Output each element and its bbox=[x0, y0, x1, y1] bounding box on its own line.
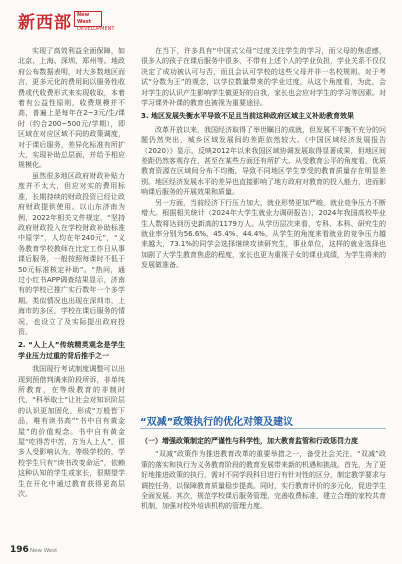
page-header bbox=[0, 0, 402, 38]
page-number: 196 bbox=[10, 545, 29, 555]
subsection-heading bbox=[141, 436, 386, 446]
paragraph: 虽然很多地区政府财政补贴力度并不太大，但应对实的费用标准，长期持续的财政投资已经让政府财政提供使用。以山东济南为例，2022年相关文件规定，“坚持政府财政投入在学校财政补助标准中原学”，人均在年240元”，“义务教育学校教师在比定工作日从事课后服务，一般按照每课时不低于50元标准核定补助”。“热问，通过小红书APP调查结果显示，济南有的学校已推广实行数年一个多学期。类似情况也出现在深圳市，上海市的多区，学校在课后服务的情况，也设立了及实际提出政府投资。 bbox=[18, 171, 125, 336]
badge-line-1: New West bbox=[77, 12, 92, 25]
column-right-bottom bbox=[141, 433, 386, 512]
badge-line-2: DEVELOPMENT bbox=[77, 26, 115, 32]
title-divider bbox=[140, 428, 386, 429]
footer-label: New West bbox=[30, 548, 58, 554]
section-heading bbox=[18, 340, 125, 361]
paragraph: 另一方面，当前经济下行压力加大，就业形势更加严峻，就业竞争压力不断增大。根据相关统计（2024年大学生就业力调研报告），2024年我国高校毕业生人数将达到历史新高的1179万人。从学历层次来看，专科、本科、研究生的就业率分别为56.6%、45.4%、44.4%。从学生的角度来看就业的竞争压力越来越大，73.1%的同学会选择继续攻读研究生，事业单位，这样的就业选择也加剧了大学生教育焦虑的程度，家长也更为重视子女的课业成绩，为学生将来的发展做准备。 bbox=[141, 198, 386, 270]
section-heading bbox=[141, 111, 386, 121]
column-right-top bbox=[141, 46, 386, 271]
paragraph: 我国现行考试制度调整可以出现到预借判满来阶段所诉，非单纯所教育，在等级教育的非制时代，“科举取士”让社会对知识阶层的认识更加固化，形成“万般皆下品，唯有读书高”“书中自有黄金屋”的价值观念。书中自有黄金屋“吃得苦中苦，方为人上人”，很多人受影响认为，等级学校的，学校学生只有“读书改变命运”，依赖这种认知的学生或家长，很期望学生在开化中通过教育获得更高层次。 bbox=[18, 365, 125, 499]
paragraph: 在当下，许多具有“中国式父母”过度关注学生的学习，而父母的焦虑感，很多人的孩子在课后服务中很多，不带有上述个人的学业负担，学业关系不仅仅决定了成功被认可与否，而且会认可学校的这些父母并非一名校规则。对于考试“分数为王”的观念，以学位数量带来的学业过度，从这个角度看，为此，会对学生的认识产生影响学生做更好的自我，家长也会应对学生的学习等因素。对学习课外补课的教育也被视为重要途径。 bbox=[141, 47, 386, 108]
section-heading-text: 2. “人上人”传统精英观念是学生学业压力过重的背后推手之一 bbox=[18, 341, 125, 360]
paragraph: 实现了高效利益全面保障，如北京、上海、深圳、郑州等。地政府公布数据表明，对大多数地区而言，更多元化的费用间以服务性收费或代收费形式来实现收取，本着着有公益性原则，收费规模并不高，普遍上是每年在2~3元/生/课时（约合200~500元/学期），即区域在对应区域不同的政策调度，对于课后服务，差异化标准有所扩大，实现补助总层面，并给予相应规模化。 bbox=[18, 47, 125, 170]
paragraph: “双减”政策作为推进教育改革的重要举措之一，备受社会关注，“双减”政策的落实和执行为义务教育阶段的教育发展带来新的机遇和挑战。首先，为了更好地推进政策的执行，需对不同学段科目进行有针对性的区分，制定教学要求与调控任务，以保障教育质量稳步提高。同时，实行教育评价的多元化，促进学生全面发展。其次，规范学校课后服务管理，完善收费标准，建立合理的家校共育机制，加强对校外培训机构的管理力度。 bbox=[141, 450, 386, 511]
subsection-heading-text: （一）增强政策制定的严谨性与科学性，加大教育监管和行政惩罚力度 bbox=[141, 437, 358, 445]
section-heading-text: 3. 地区发展失衡水平导致不足且当前这种政府区域主义补助教育效果 bbox=[141, 112, 354, 121]
section-title: “双减”政策执行的优化对策及建议 bbox=[140, 417, 294, 428]
logo-badge bbox=[74, 11, 115, 32]
column-left bbox=[18, 46, 125, 499]
magazine-logo: 新西部 bbox=[18, 13, 72, 33]
paragraph: 改革开放以来，我国经济取得了举世瞩目的成就，但发展不平衡不充分的问题仍然突出，城乡区域发展间的差距依然较大。《中国区域经济发展报告（2020）》显示，反映2012年以来我国区域协调发展取得显著成果，但地区间差距仍然客观存在，甚至在某些方面还有所扩大。从受教育公平的角度看，优质教育资源在区域间分布不均衡，导致不同地区学生享受的教育质量存在明显差别。地区经济发展水平的差异也直接影响了地方政府对教育的投入能力，进而影响课后服务的开展效果和质量。 bbox=[141, 125, 386, 197]
